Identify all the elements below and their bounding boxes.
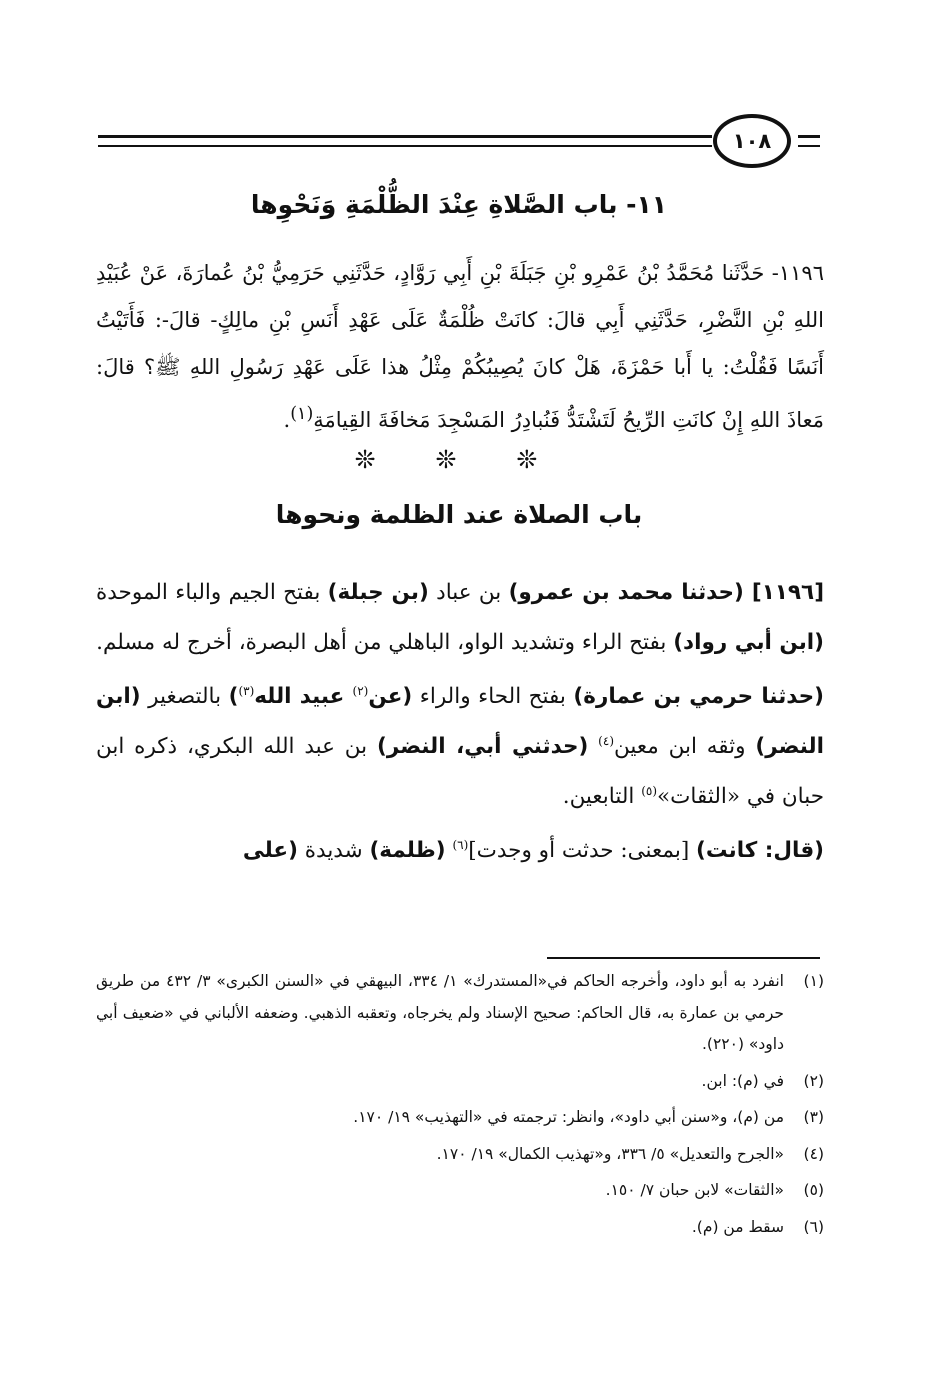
footnote-number: (٦)	[803, 1217, 824, 1236]
footnote-ref-1: (١)	[290, 404, 314, 424]
footnote-text: «الثقات» لابن حبان ٧/ ١٥٠.	[605, 1181, 784, 1199]
footnote-ref-4: (٤)	[598, 733, 614, 748]
commentary-text: بن عباد	[428, 580, 509, 605]
quoted-text: (ابن أبي رواد)	[673, 630, 824, 655]
footnote-text: من (م)، و«سنن أبي داود»، وانظر: ترجمته في «التهذيب» ١٩/ ١٧٠.	[353, 1108, 784, 1126]
commentary-text	[588, 734, 598, 759]
chapter-title: ١١- باب الصَّلاةِ عِنْدَ الظُّلْمَةِ وَنَحْوِها	[250, 190, 668, 219]
header-rule-tail-thin	[798, 145, 820, 147]
footnote-text: «الجرح والتعديل» ٥/ ٣٣٦، و«تهذيب الكمال» ١٩/ ١٧٠.	[436, 1144, 784, 1163]
footnote	[96, 1102, 824, 1134]
commentary-title: باب الصلاة عند الظلمة ونحوها	[275, 500, 643, 529]
footnote-number: (٢)	[803, 1071, 824, 1090]
hadith-end: .	[283, 408, 291, 432]
quoted-text: (قال: كانت)	[696, 838, 824, 863]
commentary-text: وثقه ابن معين	[614, 734, 756, 759]
footnote-text: سقط من (م).	[691, 1217, 784, 1236]
footnote-number: (١)	[803, 972, 824, 990]
header-rule-thick	[98, 135, 712, 138]
footnote	[96, 966, 824, 1061]
quoted-text: (حدثنا حرمي بن عمارة)	[573, 684, 825, 709]
page-number: ١٠٨	[713, 114, 791, 168]
footnote-text: انفرد به أبو داود، وأخرجه الحاكم في«المستدرك» ١/ ٣٣٤، البيهقي في «السنن الكبرى» ٣/ ٤٣٢ من طريق حرمي بن عمارة به، قال الحاكم: صحيح الإسناد ولم يخرجاه، وتعقبه الذهبي. وضعفه الألباني في «ضعيف أبي داود» (٢٢٠).	[96, 972, 784, 1053]
quoted-text: (على	[242, 838, 298, 863]
footnote	[96, 1139, 824, 1171]
footnotes	[96, 966, 824, 1243]
commentary-body	[96, 568, 824, 876]
quoted-text: )	[228, 684, 239, 709]
header-rule-tail	[798, 135, 820, 138]
quoted-text: [١١٩٦] (حدثنا محمد بن عمرو)	[508, 580, 825, 605]
quoted-text: (عن	[368, 684, 413, 709]
quoted-text: (حدثني أبي، النضر)	[377, 734, 589, 759]
commentary-text: بن عبد الله البكري، ذكره ابن حبان في «الثقات»	[96, 734, 824, 809]
commentary-text: شديدة	[297, 838, 370, 863]
commentary-paragraph	[96, 672, 824, 822]
commentary-paragraph	[96, 568, 824, 668]
hadith-text	[96, 250, 824, 444]
footnote	[96, 1066, 824, 1098]
footnote-ref-5: (٥)	[641, 783, 658, 798]
commentary-text: التابعين.	[562, 784, 642, 809]
footnote	[96, 1212, 824, 1244]
commentary-text: بالتصغير	[140, 684, 229, 709]
footnote-number: (٣)	[803, 1108, 824, 1126]
commentary-text: بفتح الحاء والراء	[412, 684, 574, 709]
footnote-ref-3: (٣)	[238, 683, 255, 698]
commentary-text: [بمعنى: حدثت أو وجدت]	[468, 838, 697, 863]
section-separator: ❊ ❊ ❊	[354, 445, 564, 474]
footnote	[96, 1175, 824, 1207]
hadith-body: ١١٩٦- حَدَّثَنا مُحَمَّدُ بْنُ عَمْرِو بْنِ جَبَلَةَ بْنِ أَبِي رَوَّادٍ، حَدَّثَنِي حَرَمِيُّ بْنُ عُمارَةَ، عَنْ عُبَيْدِ اللهِ بْنِ النَّضْرِ، حَدَّثَنِي أَبِي قالَ: كانَتْ ظُلْمَةٌ عَلَى عَهْدِ أَنَسِ بْنِ مالِكٍ- قالَ-: فَأَتَيْتُ أَنَسًا فَقُلْتُ: يا أَبا حَمْزَةَ، هَلْ كانَ يُصِيبُكُمْ مِثْلُ هذا عَلَى عَهْدِ رَسُولِ اللهِ ﷺ؟ قالَ: مَعاذَ اللهِ إِنْ كانَتِ الرِّيحُ لَتَشْتَدُّ فَنُبادِرُ المَسْجِدَ مَخافَةَ القِيامَةِ	[96, 261, 824, 432]
footnote-ref-6: (٦)	[452, 837, 469, 852]
quoted-text: (بن جبلة)	[327, 580, 429, 605]
footnote-text: في (م): ابن.	[701, 1071, 784, 1090]
footnote-divider	[547, 957, 820, 959]
quoted-text: عبيد الله	[254, 684, 353, 709]
header-rule-thin	[98, 145, 712, 147]
commentary-text: بفتح الراء وتشديد الواو، الباهلي من أهل البصرة، أخرج له مسلم.	[96, 630, 674, 655]
quoted-text: (ابن النضر)	[96, 684, 824, 759]
commentary-paragraph	[96, 826, 824, 876]
footnote-ref-2: (٢)	[352, 683, 369, 698]
commentary-text: بفتح الجيم والباء الموحدة	[96, 580, 328, 605]
page-header	[98, 118, 820, 188]
quoted-text: (ظلمة)	[369, 838, 446, 863]
footnote-number: (٤)	[803, 1144, 824, 1163]
footnote-number: (٥)	[803, 1181, 824, 1199]
